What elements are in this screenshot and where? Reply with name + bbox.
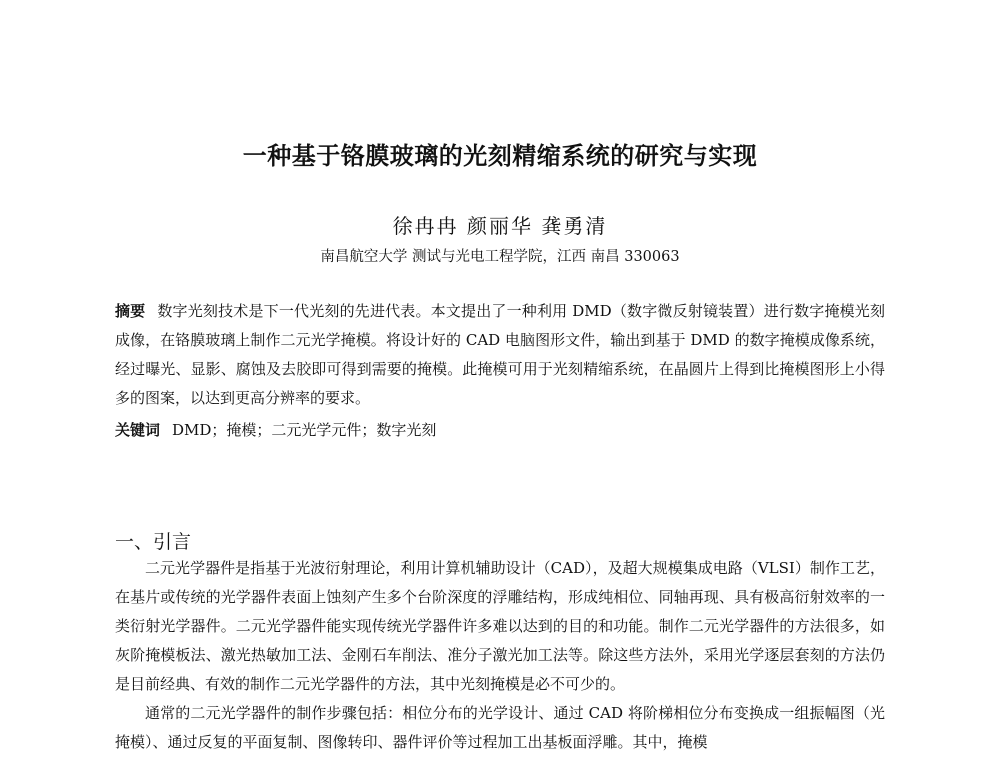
section-body-introduction (115, 554, 885, 757)
paragraph: 二元光学器件是指基于光波衍射理论，利用计算机辅助设计（CAD），及超大规模集成电路（VLSI）制作工艺，在基片或传统的光学器件表面上蚀刻产生多个台阶深度的浮雕结构，形成纯相位、同轴再现、具有极高衍射效率的一类衍射光学器件。二元光学器件能实现传统光学器件许多难以达到的目的和功能。制作二元光学器件的方法很多，如灰阶掩模板法、激光热敏加工法、金刚石车削法、准分子激光加工法等。除这些方法外，采用光学逐层套刻的方法仍是目前经典、有效的制作二元光学器件的方法，其中光刻掩模是必不可少的。 (115, 559, 885, 693)
abstract-label: 摘要 (115, 302, 146, 320)
paragraph: 通常的二元光学器件的制作步骤包括：相位分布的光学设计、通过 CAD 将阶梯相位分布变换成一组振幅图（光掩模）、通过反复的平面复制、图像转印、器件评价等过程加工出基板面浮雕。其中，掩模 (115, 704, 885, 751)
keywords-block (115, 416, 885, 444)
abstract-text: 数字光刻技术是下一代光刻的先进代表。本文提出了一种利用 DMD（数字微反射镜装置）进行数字掩模光刻成像，在铬膜玻璃上制作二元光学掩模。将设计好的 CAD 电脑图形文件，输出到基于 DMD 的数字掩模成像系统，经过曝光、显影、腐蚀及去胶即可得到需要的掩模。此掩模可用于光刻精缩系统，在晶圆片上得到比掩模图形上小得多的图案，以达到更高分辨率的要求。 (115, 302, 885, 407)
author-list: 徐冉冉 颜丽华 龚勇清 (392, 214, 608, 238)
abstract-block (115, 297, 885, 413)
paper-title: 一种基于铬膜玻璃的光刻精缩系统的研究与实现 (242, 142, 758, 170)
section-heading-introduction: 一、引言 (115, 531, 192, 553)
keywords-label: 关键词 (115, 421, 161, 439)
keywords-text: DMD；掩模；二元光学元件；数字光刻 (172, 421, 437, 439)
author-affiliation: 南昌航空大学 测试与光电工程学院，江西 南昌 330063 (320, 249, 680, 265)
